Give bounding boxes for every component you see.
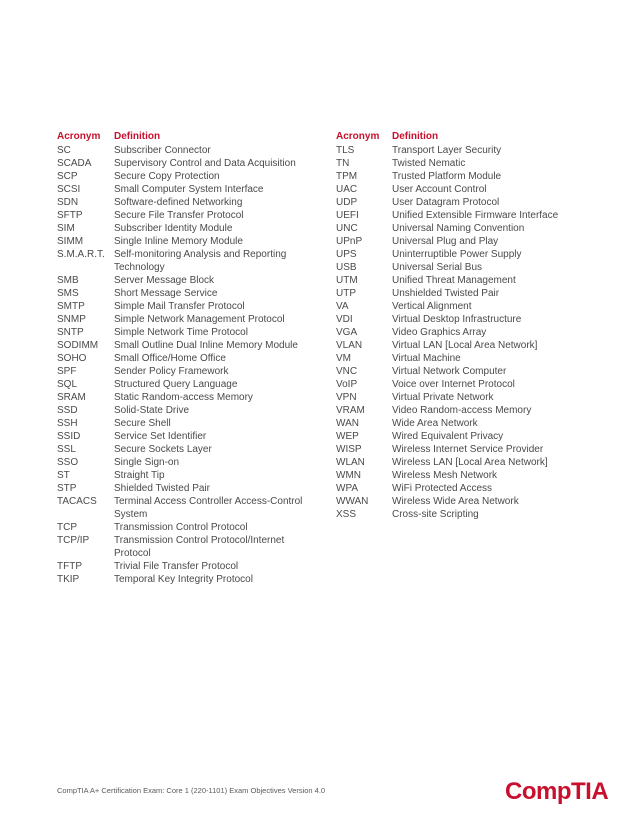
table-row xyxy=(57,469,319,482)
acronym-cell: TLS xyxy=(336,145,355,156)
acronym-cell: VGA xyxy=(336,327,358,338)
table-row xyxy=(336,300,576,313)
acronym-cell: SSD xyxy=(57,405,78,416)
definition-cell: Sender Policy Framework xyxy=(114,366,229,377)
table-row xyxy=(336,495,576,508)
acronym-cell: SPF xyxy=(57,366,77,377)
definition-cell: Secure Shell xyxy=(114,418,171,429)
acronym-cell: SCSI xyxy=(57,184,81,195)
acronym-cell: SRAM xyxy=(57,392,86,403)
definition-cell: Secure Sockets Layer xyxy=(114,444,212,455)
acronym-cell: TCP xyxy=(57,522,77,533)
definition-cell: Transmission Control Protocol/Internet Protocol xyxy=(114,535,285,559)
acronym-cell: TPM xyxy=(336,171,358,182)
table-body-left xyxy=(57,144,319,586)
definition-cell: Server Message Block xyxy=(114,275,215,286)
definition-cell: Virtual Machine xyxy=(392,353,461,364)
definition-cell: Supervisory Control and Data Acquisition xyxy=(114,158,296,169)
acronym-cell: SC xyxy=(57,145,71,156)
table-row xyxy=(57,144,319,157)
definition-cell: Structured Query Language xyxy=(114,379,238,390)
table-row xyxy=(57,235,319,248)
definition-cell: Universal Serial Bus xyxy=(392,262,483,273)
table-row xyxy=(336,170,576,183)
definition-cell: Static Random-access Memory xyxy=(114,392,253,403)
acronym-cell: UAC xyxy=(336,184,358,195)
definition-cell: Transmission Control Protocol xyxy=(114,522,248,533)
table-row xyxy=(57,482,319,495)
table-row xyxy=(336,404,576,417)
definition-cell: Unified Threat Management xyxy=(392,275,516,286)
table-row xyxy=(336,326,576,339)
definition-cell: Transport Layer Security xyxy=(392,145,502,156)
table-row xyxy=(336,417,576,430)
definition-cell: Simple Mail Transfer Protocol xyxy=(114,301,245,312)
definition-column-header: Definition xyxy=(392,131,439,142)
acronym-cell: VM xyxy=(336,353,351,364)
table-row xyxy=(336,261,576,274)
definition-cell: Wired Equivalent Privacy xyxy=(392,431,504,442)
acronym-cell: UPnP xyxy=(336,236,363,247)
definition-cell: Simple Network Time Protocol xyxy=(114,327,248,338)
definition-cell: Shielded Twisted Pair xyxy=(114,483,210,494)
acronym-cell: UTM xyxy=(336,275,358,286)
table-row xyxy=(57,378,319,391)
table-row xyxy=(336,144,576,157)
table-row xyxy=(336,469,576,482)
definition-cell: Trusted Platform Module xyxy=(392,171,502,182)
acronym-cell: SSL xyxy=(57,444,76,455)
definition-cell: Small Outline Dual Inline Memory Module xyxy=(114,340,298,351)
definition-cell: Uninterruptible Power Supply xyxy=(392,249,522,260)
acronym-cell: SMB xyxy=(57,275,79,286)
comptia-logo xyxy=(505,778,608,806)
definition-cell: Small Office/Home Office xyxy=(114,353,226,364)
definition-cell: Universal Naming Convention xyxy=(392,223,525,234)
table-row xyxy=(57,430,319,443)
definition-cell: Simple Network Management Protocol xyxy=(114,314,285,325)
acronym-cell: UNC xyxy=(336,223,358,234)
table-row xyxy=(57,339,319,352)
definition-cell: Unified Extensible Firmware Interface xyxy=(392,210,559,221)
definition-cell: Wireless Wide Area Network xyxy=(392,496,519,507)
definition-cell: Wide Area Network xyxy=(392,418,478,429)
acronym-cell: SSO xyxy=(57,457,79,468)
table-row xyxy=(57,170,319,183)
acronym-cell: SIMM xyxy=(57,236,84,247)
table-row xyxy=(336,430,576,443)
table-row xyxy=(57,417,319,430)
definition-cell: Virtual Network Computer xyxy=(392,366,507,377)
table-row xyxy=(57,222,319,235)
table-row xyxy=(336,274,576,287)
acronym-cell: UDP xyxy=(336,197,358,208)
definition-cell: WiFi Protected Access xyxy=(392,483,493,494)
acronym-cell: TKIP xyxy=(57,574,80,585)
acronym-cell: SQL xyxy=(57,379,78,390)
definition-cell: Voice over Internet Protocol xyxy=(392,379,515,390)
definition-cell: Subscriber Connector xyxy=(114,145,211,156)
acronym-cell: WEP xyxy=(336,431,359,442)
definition-cell: Subscriber Identity Module xyxy=(114,223,233,234)
definition-cell: Terminal Access Controller Access-Control System xyxy=(114,496,303,520)
definition-column-header: Definition xyxy=(114,131,161,142)
table-row xyxy=(336,352,576,365)
definition-cell: Single Sign-on xyxy=(114,457,180,468)
acronym-cell: WWAN xyxy=(336,496,369,507)
acronym-cell: WISP xyxy=(336,444,362,455)
acronym-cell: S.M.A.R.T. xyxy=(57,249,105,260)
acronym-cell: ST xyxy=(57,470,70,481)
table-row xyxy=(57,157,319,170)
definition-cell: Wireless Internet Service Provider xyxy=(392,444,544,455)
definition-cell: Video Graphics Array xyxy=(392,327,487,338)
table-row xyxy=(57,573,319,586)
definition-cell: Trivial File Transfer Protocol xyxy=(114,561,239,572)
definition-cell: Wireless Mesh Network xyxy=(392,470,498,481)
acronym-table-left xyxy=(57,130,319,586)
acronym-cell: SSID xyxy=(57,431,81,442)
acronym-cell: SDN xyxy=(57,197,79,208)
table-row xyxy=(57,456,319,469)
table-row xyxy=(336,391,576,404)
definition-cell: Cross-site Scripting xyxy=(392,509,479,520)
table-row xyxy=(336,443,576,456)
definition-cell: Secure File Transfer Protocol xyxy=(114,210,244,221)
table-row xyxy=(57,495,319,521)
acronym-cell: SIM xyxy=(57,223,75,234)
acronym-cell: VoIP xyxy=(336,379,358,390)
acronym-cell: UPS xyxy=(336,249,357,260)
definition-cell: Single Inline Memory Module xyxy=(114,236,243,247)
acronym-cell: VRAM xyxy=(336,405,365,416)
table-row xyxy=(57,352,319,365)
table-row xyxy=(57,300,319,313)
table-row xyxy=(336,235,576,248)
definition-cell: Short Message Service xyxy=(114,288,218,299)
table-row xyxy=(57,196,319,209)
table-row xyxy=(336,196,576,209)
definition-cell: Temporal Key Integrity Protocol xyxy=(114,574,253,585)
table-row xyxy=(57,287,319,300)
definition-cell: Self-monitoring Analysis and Reporting Technology xyxy=(114,249,287,273)
acronym-cell: VLAN xyxy=(336,340,363,351)
footer-text: CompTIA A+ Certification Exam: Core 1 (220-1101) Exam Objectives Version 4.0 xyxy=(57,786,326,795)
table-header-left xyxy=(57,130,319,143)
acronym-cell: SMS xyxy=(57,288,79,299)
table-row xyxy=(57,534,319,560)
table-row xyxy=(57,365,319,378)
table-body-right xyxy=(336,144,576,521)
definition-cell: Software-defined Networking xyxy=(114,197,243,208)
acronym-cell: WAN xyxy=(336,418,359,429)
acronym-column-header: Acronym xyxy=(57,131,101,142)
table-row xyxy=(336,456,576,469)
acronym-cell: UEFI xyxy=(336,210,359,221)
acronym-cell: VA xyxy=(336,301,349,312)
acronym-cell: TFTP xyxy=(57,561,82,572)
definition-cell: Small Computer System Interface xyxy=(114,184,264,195)
acronym-cell: SSH xyxy=(57,418,78,429)
acronym-cell: UTP xyxy=(336,288,356,299)
table-row xyxy=(336,209,576,222)
table-row xyxy=(336,378,576,391)
table-row xyxy=(336,482,576,495)
table-row xyxy=(57,404,319,417)
table-row xyxy=(57,326,319,339)
table-row xyxy=(57,443,319,456)
table-header-right xyxy=(336,130,576,143)
definition-cell: Solid-State Drive xyxy=(114,405,190,416)
definition-cell: Secure Copy Protection xyxy=(114,171,220,182)
acronym-cell: SNTP xyxy=(57,327,84,338)
table-row xyxy=(57,391,319,404)
table-row xyxy=(336,157,576,170)
acronym-cell: SNMP xyxy=(57,314,86,325)
table-row xyxy=(336,248,576,261)
table-row xyxy=(336,508,576,521)
table-row xyxy=(336,313,576,326)
definition-cell: Virtual LAN [Local Area Network] xyxy=(392,340,538,351)
definition-cell: User Account Control xyxy=(392,184,487,195)
definition-cell: Wireless LAN [Local Area Network] xyxy=(392,457,548,468)
acronym-cell: USB xyxy=(336,262,357,273)
acronym-column-header: Acronym xyxy=(336,131,380,142)
table-row xyxy=(336,222,576,235)
acronym-cell: SOHO xyxy=(57,353,87,364)
table-row xyxy=(57,521,319,534)
acronym-cell: SFTP xyxy=(57,210,83,221)
acronym-cell: VNC xyxy=(336,366,358,377)
table-row xyxy=(57,209,319,222)
table-row xyxy=(336,287,576,300)
acronym-cell: WMN xyxy=(336,470,361,481)
table-row xyxy=(57,313,319,326)
definition-cell: Twisted Nematic xyxy=(392,158,466,169)
acronym-cell: XSS xyxy=(336,509,357,520)
acronym-table-right xyxy=(336,130,576,521)
definition-cell: Unshielded Twisted Pair xyxy=(392,288,500,299)
definition-cell: Video Random-access Memory xyxy=(392,405,532,416)
acronym-cell: WLAN xyxy=(336,457,365,468)
definition-cell: Virtual Desktop Infrastructure xyxy=(392,314,522,325)
acronym-cell: WPA xyxy=(336,483,359,494)
acronym-cell: SCADA xyxy=(57,158,92,169)
logo-text: CompTIA xyxy=(505,778,609,805)
table-row xyxy=(57,248,319,274)
table-row xyxy=(57,560,319,573)
definition-cell: Service Set Identifier xyxy=(114,431,207,442)
table-row xyxy=(336,365,576,378)
acronym-cell: VPN xyxy=(336,392,357,403)
acronym-cell: VDI xyxy=(336,314,353,325)
definition-cell: Straight Tip xyxy=(114,470,165,481)
acronym-cell: TCP/IP xyxy=(57,535,90,546)
definition-cell: Vertical Alignment xyxy=(392,301,472,312)
acronym-cell: TN xyxy=(336,158,350,169)
table-row xyxy=(57,274,319,287)
acronym-cell: SCP xyxy=(57,171,78,182)
acronym-cell: TACACS xyxy=(57,496,97,507)
table-row xyxy=(336,339,576,352)
definition-cell: User Datagram Protocol xyxy=(392,197,500,208)
acronym-cell: SMTP xyxy=(57,301,85,312)
table-row xyxy=(57,183,319,196)
acronym-cell: STP xyxy=(57,483,77,494)
definition-cell: Universal Plug and Play xyxy=(392,236,499,247)
definition-cell: Virtual Private Network xyxy=(392,392,494,403)
acronym-cell: SODIMM xyxy=(57,340,99,351)
table-row xyxy=(336,183,576,196)
